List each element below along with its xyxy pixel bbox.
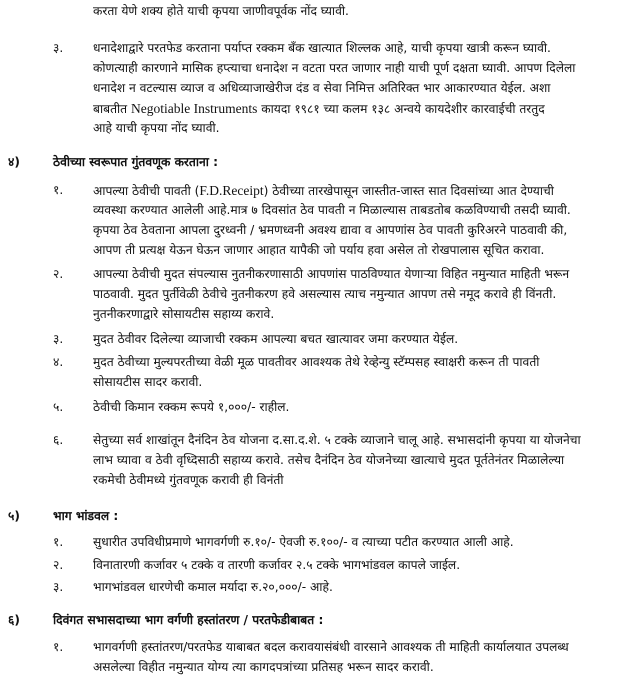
sec4-item-2-number: २. <box>53 267 64 281</box>
sec4-item-2-line-2: पाठवावी. मुदत पुर्तीवेळी ठेवीचे नुतनीकरण हवे असल्यास त्याच नमुन्यात आपण तसे नमूद करावे ही विंनती. <box>93 287 557 301</box>
sec4-item-4-line-1: मुदत ठेवीच्या मुल्यपरतीच्या वेळी मूळ पावतीवर आवश्यक तेथे रेव्हेन्यु स्टॅम्पसह स्वाक्षरी करून ती पावती <box>93 355 540 369</box>
sec4-item-4-line-2: सोसायटीस सादर करावी. <box>93 375 203 389</box>
sec6-item-1-number: १. <box>53 640 64 654</box>
sec4-item-4-number: ४. <box>53 355 64 369</box>
item-3-line-3: धनादेश न वटल्यास व्याज व अधिव्याजाखेरीज दंड व सेवा निमित्त अतिरिक्त भार आकारण्यात येईल. अशा <box>93 81 551 95</box>
sec5-item-1-line-1: सुधारीत उपविधीप्रमाणे भागवर्गणी रु.१०/- ऐवजी रु.१००/- व त्याच्या पटीत करण्यात आली आहे. <box>93 535 514 549</box>
item-3-line-4 <box>93 99 545 120</box>
sec4-item-1-post: ) ठेवीच्या तारखेपासून जास्तीत-जास्त सात दिवसांच्या आत देण्याची <box>263 184 554 198</box>
sec4-item-5-line-1: ठेवीची किमान रक्कम रूपये १,०००/- राहील. <box>93 400 290 414</box>
sec4-item-1-pre: आपल्या ठेवीची पावती ( <box>93 184 200 198</box>
sec6-item-1-line-2: असलेल्या विहीत नमुन्यात योग्य त्या कागदपत्रांच्या प्रतिसह भरून सादर करावी. <box>93 660 434 674</box>
sec5-item-3-number: ३. <box>53 580 64 594</box>
section-5-number: ५) <box>8 509 20 523</box>
section-4-number: ४) <box>8 155 20 169</box>
sec4-item-3-number: ३. <box>53 332 64 346</box>
sec5-item-2-line-1: विनातारणी कर्जावर ५ टक्के व तारणी कर्जावर २.५ टक्के भागभांडवल कापले जाईल. <box>93 558 461 572</box>
item-3-line-2: कोणत्याही कारणाने मासिक हप्त्याचा धनादेश न वटता परत जाणार नाही याची पूर्ण दक्षता घ्यावी. आपण दिलेला <box>93 61 576 75</box>
sec4-item-1-line-3: कृपया ठेव ठेवताना आपला दुरध्वनी / भ्रमणध्वनी अवश्य द्यावा व आपणांस ठेव पावती कुरिअरने पाठवावी की, <box>93 223 568 237</box>
sec4-item-1-number: १. <box>53 183 64 197</box>
item-3-line-1: धनादेशाद्वारे परतफेड करताना पर्याप्त रक्कम बँक खात्यात शिल्लक आहे, याची कृपया खात्री करून घ्यावी. <box>93 41 551 55</box>
sec4-item-1-line-2: व्यवस्था करण्यात आलेली आहे.मात्र ७ दिवसांत ठेव पावती न मिळाल्यास ताबडतोब कळविण्याची तसदी घ्यावी. <box>93 203 571 217</box>
sec4-item-2-line-3: नुतनीकरणाद्वारे सोसायटीस सहाय्य करावे. <box>93 307 275 321</box>
item-3-line-4-pre: बाबतीत <box>93 102 131 116</box>
section-6-heading: दिवंगत सभासदाच्या भाग वर्गणी हस्तांतरण / परतफेडीबाबत : <box>53 613 324 627</box>
sec4-item-1-line-1 <box>93 181 554 202</box>
sec4-item-6-line-1: सेतुच्या सर्व शाखांतून दैनंदिन ठेव योजना द.सा.द.शे. ५ टक्के व्याजाने चालू आहे. सभासदांनी कृपया या योजनेचा <box>93 433 581 447</box>
sec4-item-1-line-4: आपण ती प्रत्यक्ष येऊन घेऊन जाणार आहात यापैकी जो पर्याय हवा असेल तो रोखपालास सूचित करावा. <box>93 243 545 257</box>
sec4-item-2-line-1: आपल्या ठेवीची मुदत संपल्यास नुतनीकरणासाठी आपणांस पाठविण्यात येणाऱ्या विहित नमुन्यात माहिती भरून <box>93 267 570 281</box>
item-3-line-5: आहे याची कृपया नोंद घ्यावी. <box>93 121 220 135</box>
section-4-heading: ठेवीच्या स्वरूपात गुंतवणूक करताना : <box>53 155 219 169</box>
intro-tail-line: करता येणे शक्य होते याची कृपया जाणीवपूर्वक नोंद घ्यावी. <box>93 4 349 18</box>
sec4-item-5-number: ५. <box>53 400 64 414</box>
item-3-line-4-post: कायदा १९८१ च्या कलम १३८ अन्वये कायदेशीर कारवाईची तरतुद <box>257 102 545 116</box>
fd-receipt-text: F.D.Receipt <box>199 183 264 198</box>
sec6-item-1-line-1: भागवर्गणी हस्तांतरण/परतफेड याबाबत बदल करावयासंबंधी वारसाने आवश्यक ती माहिती कार्यालयात उपलब्ध <box>93 640 569 654</box>
sec5-item-1-number: १. <box>53 535 64 549</box>
sec5-item-3-line-1: भागभांडवल धारणेची कमाल मर्यादा रु.२०,०००/- आहे. <box>93 580 333 594</box>
sec4-item-6-line-3: रकमेची ठेवीमध्ये गुंतवणूक करावी ही विनंती <box>93 473 284 487</box>
item-3-number: ३. <box>53 41 64 55</box>
sec4-item-6-number: ६. <box>53 433 64 447</box>
negotiable-instruments-text: Negotiable Instruments <box>131 101 258 116</box>
sec4-item-3-line-1: मुदत ठेवीवर दिलेल्या व्याजाची रक्कम आपल्या बचत खात्यावर जमा करण्यात येईल. <box>93 332 459 346</box>
section-5-heading: भाग भांडवल : <box>53 509 119 523</box>
sec4-item-6-line-2: लाभ घ्यावा व ठेवी वृध्दिसाठी सहाय्य करावे. तसेच दैनंदिन ठेव योजनेच्या खात्याचे मुदत पूर्ततेनंतर मिळालेल्या <box>93 453 565 467</box>
sec5-item-2-number: २. <box>53 558 64 572</box>
section-6-number: ६) <box>8 613 20 627</box>
